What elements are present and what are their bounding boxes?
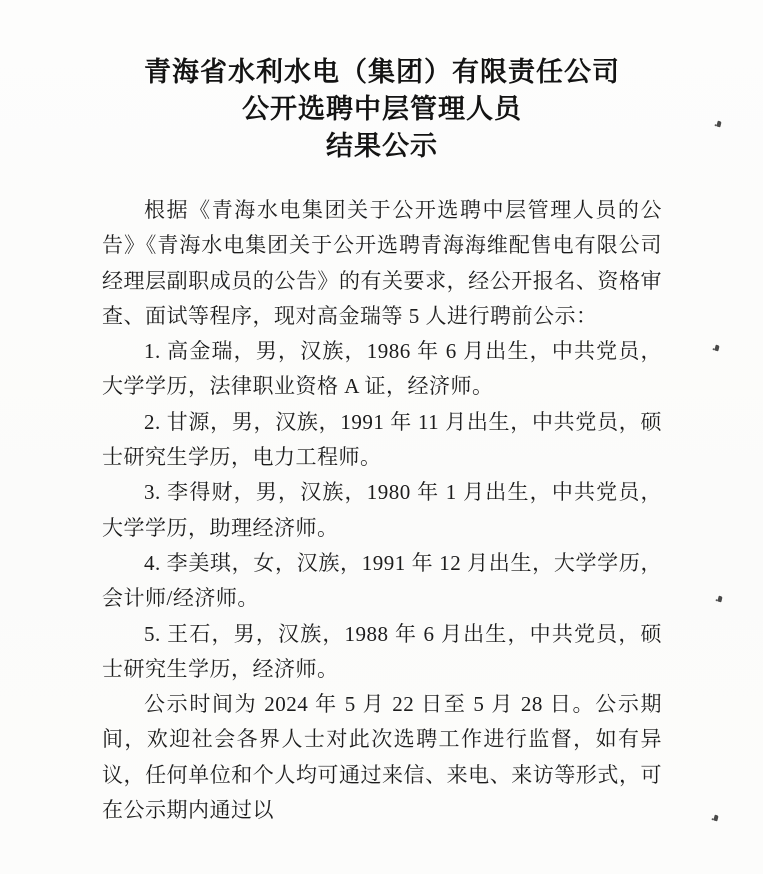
candidate-item-1: 1. 高金瑞，男，汉族，1986 年 6 月出生，中共党员，大学学历，法律职业资格 A 证，经济师。	[102, 339, 662, 399]
scan-artifact	[713, 815, 718, 822]
title-line-subject: 公开选聘中层管理人员	[242, 94, 522, 124]
paragraph-publicity-period: 公示时间为 2024 年 5 月 22 日至 5 月 28 日。公示期间，欢迎社会各界人士对此次选聘工作进行监督，如有异议，任何单位和个人均可通过来信、来电、来访等形式，可在公示期内通过以	[102, 692, 662, 823]
title-line-company: 青海省水利水电（集团）有限责任公司	[144, 57, 620, 87]
scan-artifact	[714, 345, 719, 352]
document-title	[101, 54, 663, 165]
scan-artifact	[717, 596, 722, 603]
candidate-item-3: 3. 李得财，男，汉族，1980 年 1 月出生，中共党员，大学学历，助理经济师。	[102, 480, 662, 540]
candidate-item-2: 2. 甘源，男，汉族，1991 年 11 月出生，中共党员，硕士研究生学历，电力工程师。	[102, 409, 662, 470]
scan-artifact	[716, 121, 721, 128]
document-body	[102, 193, 662, 828]
candidate-item-5: 5. 王石，男，汉族，1988 年 6 月出生，中共党员，硕士研究生学历，经济师。	[102, 621, 662, 681]
candidate-item-4: 4. 李美琪，女，汉族，1991 年 12 月出生，大学学历，会计师/经济师。	[102, 550, 662, 611]
title-line-result: 结果公示	[326, 131, 438, 161]
paragraph-intro: 根据《青海水电集团关于公开选聘中层管理人员的公告》《青海水电集团关于公开选聘青海海维配售电有限公司经理层副职成员的公告》的有关要求，经公开报名、资格审查、面试等程序，现对高金瑞等 5 人进行聘前公示：	[102, 198, 662, 328]
